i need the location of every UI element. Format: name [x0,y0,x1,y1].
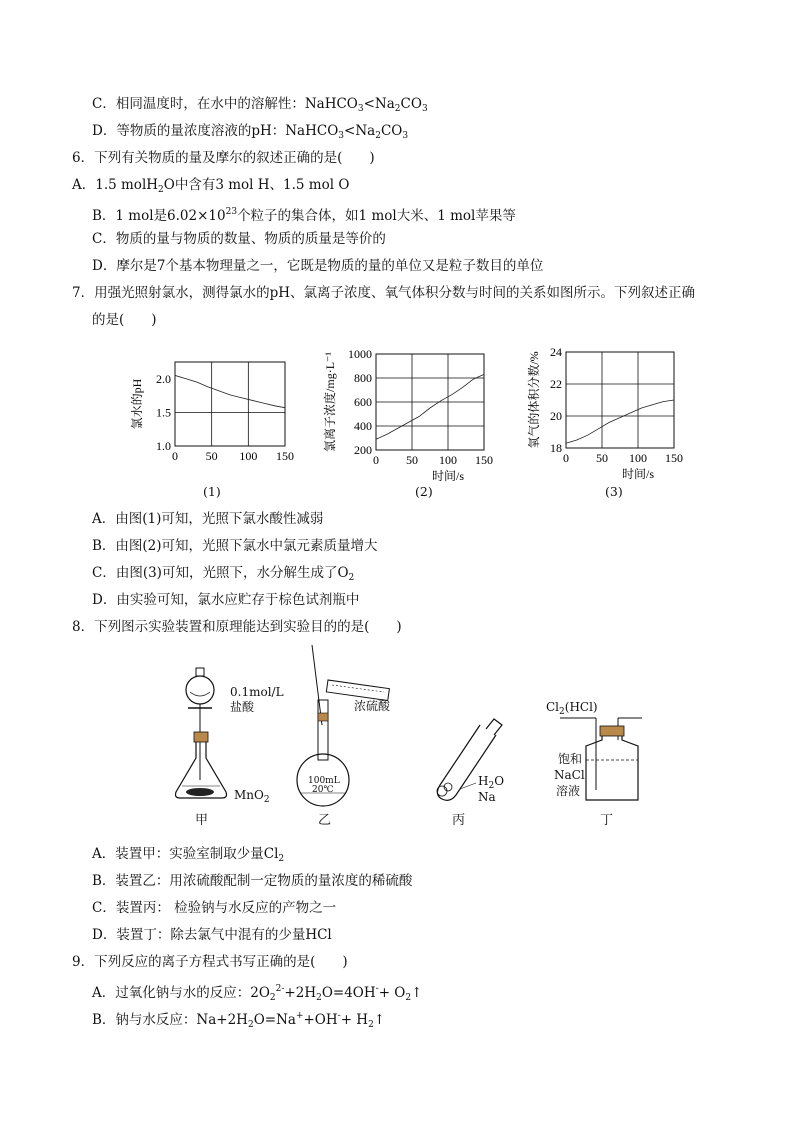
caption-3: (3) [605,484,623,499]
jia-acid-conc: 0.1mol/L [230,685,284,699]
series-line [566,400,674,443]
y-tick-label: 24 [550,345,562,359]
chart-ph [120,340,310,500]
q8-option-b: B．装置乙：用浓硫酸配制一定物质的量浓度的稀硫酸 [92,873,413,889]
bing-water: $H_2O$ [478,774,505,791]
chart-chloride [318,338,508,500]
q7-option-d: D．由实验可知，氯水应贮存于棕色试剂瓶中 [92,592,360,608]
series-line [376,374,484,439]
y-axis-label: 氧气的体积分数/% [527,351,541,449]
q6-option-d: D．摩尔是7个基本物理量之一，它既是物质的量的单位又是粒子数目的单位 [92,258,544,274]
yi-flask: 100mL [308,776,340,786]
x-tick-label: 150 [665,451,683,465]
q9-option-a: A．过氧化钠与水的反应：$2O_2^{2-}+2H_2O=4OH^-+$ $O_2↑$ [92,984,423,1003]
q6-option-b: B．1 mol是$6.02\times 10^{23}$个粒子的集合体，如1 mol大米、1 mol苹果等 [92,207,516,224]
plot-frame [566,352,674,448]
caption-2: (2) [415,484,433,499]
y-tick-label: 18 [550,441,562,455]
yi-label: 乙 [318,813,332,828]
x-tick-label: 100 [629,451,647,465]
ding-sol-2: NaCl [554,768,585,782]
q6-option-c: C．物质的量与物质的数量、物质的质量是等价的 [92,231,386,247]
q7-stem-2: 的是( ) [92,312,157,328]
y-tick-label: 200 [354,443,372,457]
y-tick-label: 1000 [348,347,372,361]
ding-gas: $Cl_2(HCl)$ [546,700,598,717]
jia-solid: MnO$_2$ [234,788,270,805]
q8-option-d: D．装置丁：除去氯气中混有的少量HCl [92,927,332,943]
x-axis-label: 时间/s [431,469,465,483]
y-axis-label: 氯离子浓度/mg·L⁻¹ [323,352,337,452]
y-tick-label: 600 [354,395,372,409]
x-tick-label: 150 [475,453,493,467]
ding-label: 丁 [600,813,614,828]
y-tick-label: 2.0 [156,371,171,386]
q7-option-c: C．由图(3)可知，光照下，水分解生成了$O_2$ [92,565,355,583]
caption-1: (1) [203,484,221,499]
y-tick-label: 1.0 [156,439,171,453]
y-tick-label: 400 [354,419,372,433]
jia-acid: 盐酸 [230,700,255,714]
y-tick-label: 800 [354,371,372,385]
q7-option-a: A．由图(1)可知，光照下氯水酸性减弱 [92,511,324,527]
y-tick-label: 20 [550,409,562,423]
q7-stem-1: 7．用强光照射氯水，测得氯水的pH、氯离子浓度、氧气体积分数与时间的关系如图所示。下列叙述正确 [72,285,696,301]
x-tick-label: 100 [439,453,457,467]
q8-option-a: A．装置甲：实验室制取少量$Cl_2$ [92,846,285,864]
jia-label: 甲 [195,813,209,828]
x-tick-label: 50 [406,453,418,467]
x-tick-label: 0 [172,449,178,463]
y-axis-label: 氯水的pH [130,378,144,430]
x-tick-label: 50 [596,451,608,465]
y-tick-label: 22 [550,377,562,391]
q9-stem: 9．下列反应的离子方程式书写正确的是( ) [72,954,348,970]
bing-label: 丙 [452,813,466,828]
ding-sol-1: 饱和 [558,752,583,766]
chart-oxygen [520,338,700,500]
x-axis-label: 时间/s [621,467,655,481]
yi-temp: 20℃ [312,785,334,795]
x-tick-label: 0 [373,453,379,467]
q8-stem: 8．下列图示实验装置和原理能达到实验目的的是( ) [72,619,402,635]
q7-option-b: B．由图(2)可知，光照下氯水中氯元素质量增大 [92,538,378,554]
x-tick-label: 150 [276,449,294,463]
q5-option-c: C．相同温度时，在水中的溶解性：$NaHCO_3<Na_2CO_3$ [92,96,428,114]
y-tick-label: 1.5 [156,405,171,420]
ding-sol-3: 溶液 [556,784,581,798]
q6-stem: 6．下列有关物质的量及摩尔的叙述正确的是( ) [72,150,375,166]
x-tick-label: 100 [239,449,258,463]
q8-option-c: C．装置丙： 检验钠与水反应的产物之一 [92,900,337,916]
series-line [175,375,285,407]
x-tick-label: 0 [563,451,569,465]
q5-option-d: D．等物质的量浓度溶液的pH：$NaHCO_3<Na_2CO_3$ [92,123,409,141]
q6-option-a: A．1.5 molH$_2$O中含有3 mol H、1.5 mol O [72,177,350,195]
x-tick-label: 50 [205,449,218,463]
yi-reagent: 浓硫酸 [354,699,391,713]
q9-option-b: B．钠与水反应：$Na+2H_2O=Na^++OH^-+$ $H_2↑$ [92,1011,386,1030]
bing-metal: Na [478,790,496,804]
